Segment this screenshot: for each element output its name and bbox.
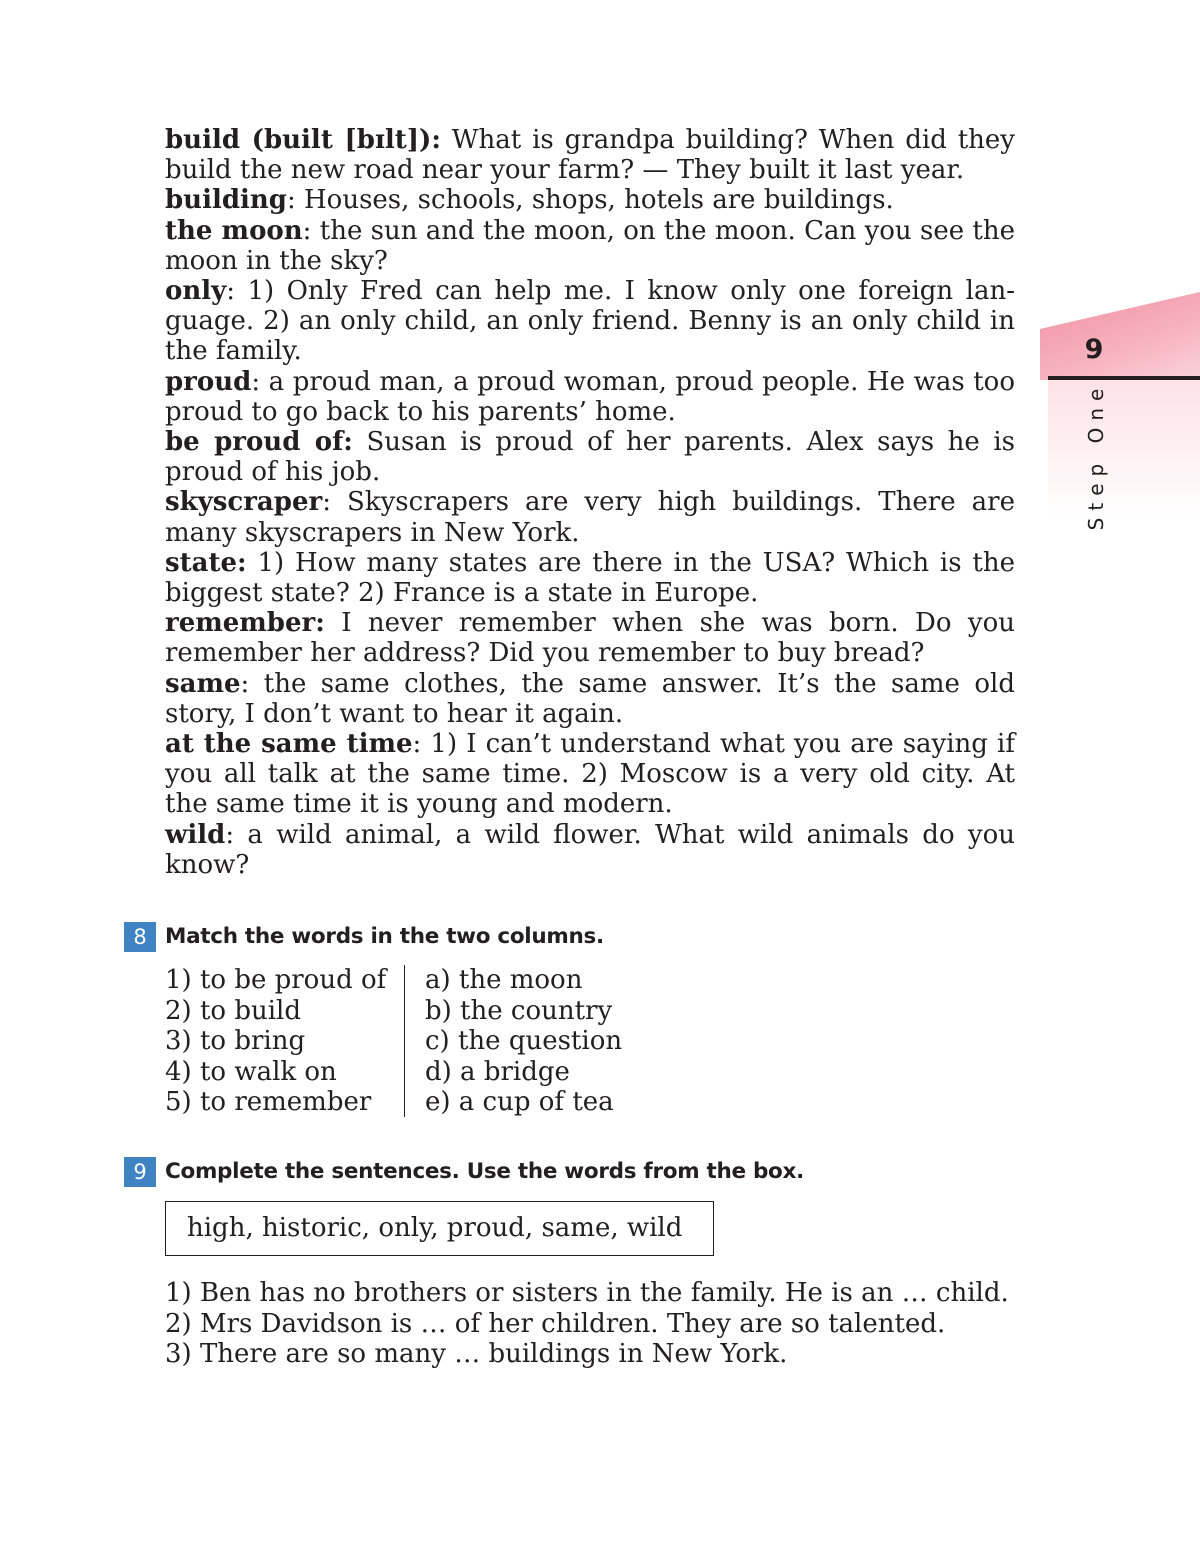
vocab-definition: 1) How many states are there in the USA? Which is the biggest state? 2) France is a state in Europe.	[165, 547, 1015, 609]
vocab-entry	[165, 548, 1015, 608]
vocab-term: skyscraper	[165, 487, 323, 518]
vocab-definition: : 1) Only Fred can help me. I know only one foreign language. 2) an only child, an only friend. Benny is an only child in the family.	[165, 276, 1015, 367]
vocab-definition: : Skyscrapers are very high buildings. There are many skyscrapers in New York.	[165, 487, 1015, 548]
side-tab-fade	[1048, 380, 1200, 520]
vocab-term: building	[165, 185, 287, 216]
vocab-entry	[165, 729, 1015, 820]
match-right-item: b) the country	[425, 995, 613, 1026]
sentence-item: 2) Mrs Davidson is … of her children. They are so talented.	[165, 1308, 946, 1339]
vocab-entry	[165, 669, 1015, 729]
vocab-term: be proud of:	[165, 427, 353, 458]
vocab-entry	[165, 367, 1015, 427]
match-right-item: d) a bridge	[425, 1056, 570, 1087]
match-right-item: c) the question	[425, 1026, 623, 1056]
vocab-entry	[165, 820, 1015, 880]
match-left-item: 2) to build	[165, 995, 301, 1026]
vocab-entry	[165, 216, 1015, 276]
vocab-definition: : a wild animal, a wild flower. What wild animals do you know?	[165, 819, 1015, 880]
match-left-item: 1) to be proud of	[165, 965, 387, 995]
vocab-entry	[165, 427, 1015, 487]
exercise-number-badge: 8	[124, 922, 156, 952]
vocab-term: build (built [bɪlt]):	[165, 125, 441, 155]
side-tab-rule	[1048, 376, 1200, 380]
exercise-number-badge: 9	[124, 1157, 156, 1187]
side-tab	[1040, 292, 1200, 380]
vocab-term: wild	[165, 819, 226, 850]
vocab-definition: : the sun and the moon, on the moon. Can you see the moon in the sky?	[165, 215, 1015, 276]
match-left-item: 4) to walk on	[165, 1056, 337, 1087]
vocab-entry	[165, 608, 1015, 668]
match-right-item: a) the moon	[425, 965, 583, 995]
match-left-item: 5) to remember	[165, 1087, 372, 1117]
vocab-definition: Susan is proud of her parents. Alex says he is proud of his job.	[165, 427, 1015, 488]
match-left-column	[165, 965, 386, 1118]
vocab-entry	[165, 125, 1015, 185]
page-number: 9	[1084, 334, 1104, 365]
vocab-term: proud	[165, 366, 252, 397]
exercise-title: Complete the sentences. Use the words from the box.	[165, 1159, 804, 1184]
vocab-definition: : 1) I can’t understand what you are saying if you all talk at the same time. 2) Moscow is a very old city. At the same time it is young and modern.	[165, 729, 1015, 820]
vocab-entry	[165, 185, 1015, 215]
vocabulary-entries	[165, 125, 1015, 880]
vocab-entry	[165, 276, 1015, 367]
match-left-item: 3) to bring	[165, 1026, 306, 1056]
exercise-sentences	[165, 1278, 1009, 1370]
sentence-item: 1) Ben has no brothers or sisters in the family. He is an … child.	[165, 1278, 1009, 1308]
vocab-term: at the same time	[165, 729, 413, 760]
column-divider	[404, 965, 405, 1117]
exercise-title: Match the words in the two columns.	[165, 924, 604, 949]
vocab-term: state:	[165, 547, 247, 578]
vocab-definition: : the same clothes, the same answer. It’s the same old story, I don’t want to hear it again.	[165, 668, 1015, 729]
vocab-term: same	[165, 668, 241, 699]
section-label: Step One	[1084, 381, 1108, 531]
word-box: high, historic, only, proud, same, wild	[165, 1201, 714, 1256]
vocab-definition: I never remember when she was born. Do you remember her address? Did you remember to buy bread?	[165, 608, 1015, 669]
vocab-entry	[165, 487, 1015, 547]
vocab-term: only	[165, 276, 227, 307]
sentence-item: 3) There are so many … buildings in New York.	[165, 1339, 788, 1369]
vocab-definition: : a proud man, a proud woman, proud people. He was too proud to go back to his parents’ home.	[165, 366, 1015, 427]
vocab-term: the moon	[165, 215, 303, 246]
vocab-definition: : Houses, schools, shops, hotels are buildings.	[286, 185, 894, 216]
vocab-definition: What is grandpa building? When did they build the new road near your farm? — They built it last year.	[165, 125, 1015, 186]
match-right-column	[425, 965, 622, 1118]
vocab-term: remember:	[165, 608, 325, 639]
match-right-item: e) a cup of tea	[425, 1087, 614, 1117]
